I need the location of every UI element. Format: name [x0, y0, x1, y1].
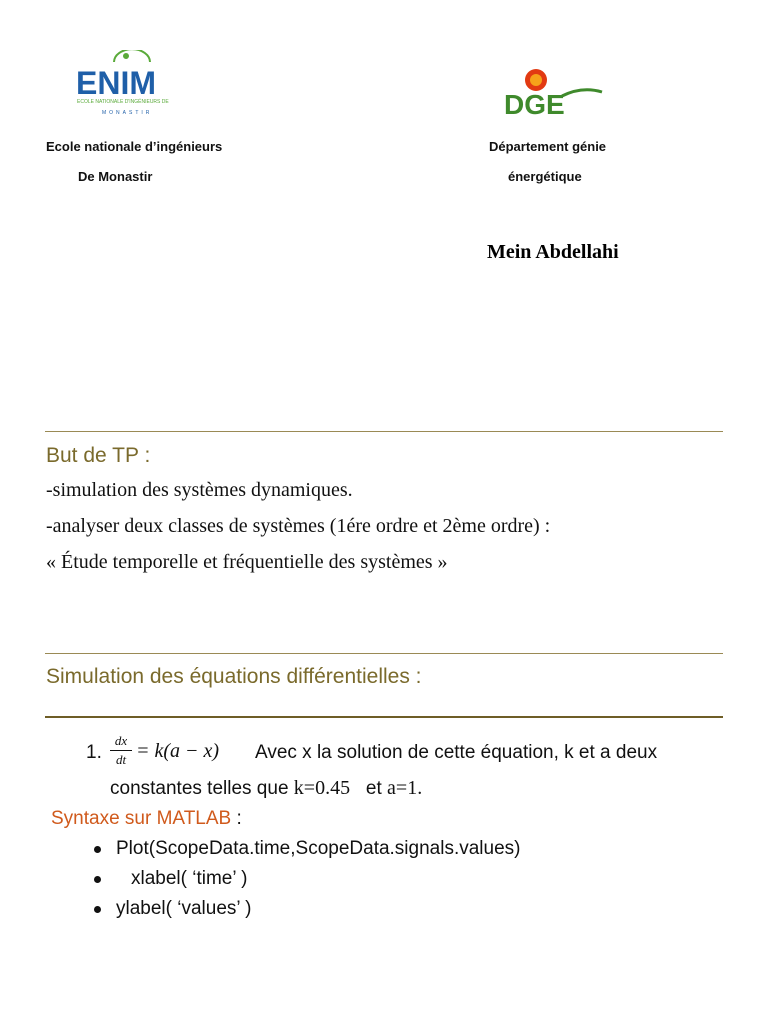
matlab-colon: :	[231, 808, 242, 829]
fraction-numerator: dx	[114, 733, 128, 748]
equation-description: Avec x la solution de cette équation, k et a deux	[255, 742, 658, 763]
constants-line	[110, 777, 422, 800]
school-name-line1: Ecole nationale d’ingénieurs	[46, 139, 223, 154]
tp-line-2: -analyser deux classes de systèmes (1ére ordre et 2ème ordre) :	[46, 515, 551, 537]
section-divider-simulation	[45, 653, 723, 654]
dge-logo	[502, 68, 606, 118]
equation-item-number: 1.	[86, 742, 102, 763]
dge-logo-text: DGE	[504, 89, 565, 118]
section-divider-simulation-bottom	[45, 716, 723, 718]
fraction-denominator: dt	[115, 752, 127, 767]
simulation-heading: Simulation des équations différentielles :	[46, 665, 422, 688]
department-line2: énergétique	[508, 169, 582, 184]
bullet-item-xlabel: xlabel( ‘time’ )	[131, 868, 248, 889]
fraction-bar	[110, 750, 132, 751]
enim-logo-subtitle: ECOLE NATIONALE D'INGÉNIEURS DE	[77, 99, 169, 105]
a-value: a=1.	[387, 777, 423, 799]
matlab-syntax-line	[51, 808, 242, 830]
tp-line-3: « Étude temporelle et fréquentielle des systèmes »	[46, 551, 448, 573]
equation-fraction	[110, 734, 132, 767]
bullet-item-ylabel: ylabel( ‘values’ )	[116, 898, 252, 919]
matlab-label: Syntaxe sur MATLAB	[51, 808, 232, 829]
enim-logo	[74, 50, 170, 122]
tp-heading: But de TP :	[46, 444, 151, 467]
bullet-item-plot: Plot(ScopeData.time,ScopeData.signals.values)	[116, 838, 521, 859]
constants-separator: et	[350, 778, 388, 799]
school-name-line2: De Monastir	[78, 169, 153, 184]
enim-logo-text: ENIM	[76, 65, 156, 101]
enim-logo-city: MONASTIR	[102, 110, 153, 116]
equation-rhs: = k(a − x)	[136, 740, 220, 762]
bullet-icon	[94, 876, 101, 883]
section-divider-tp	[45, 431, 723, 432]
tp-line-1: -simulation des systèmes dynamiques.	[46, 479, 353, 501]
department-line1: Département génie	[489, 139, 607, 154]
bullet-icon	[94, 906, 101, 913]
constants-prefix: constantes telles que	[110, 778, 294, 799]
k-value: k=0.45	[293, 777, 351, 799]
bullet-icon	[94, 846, 101, 853]
author-name: Mein Abdellahi	[487, 241, 619, 263]
